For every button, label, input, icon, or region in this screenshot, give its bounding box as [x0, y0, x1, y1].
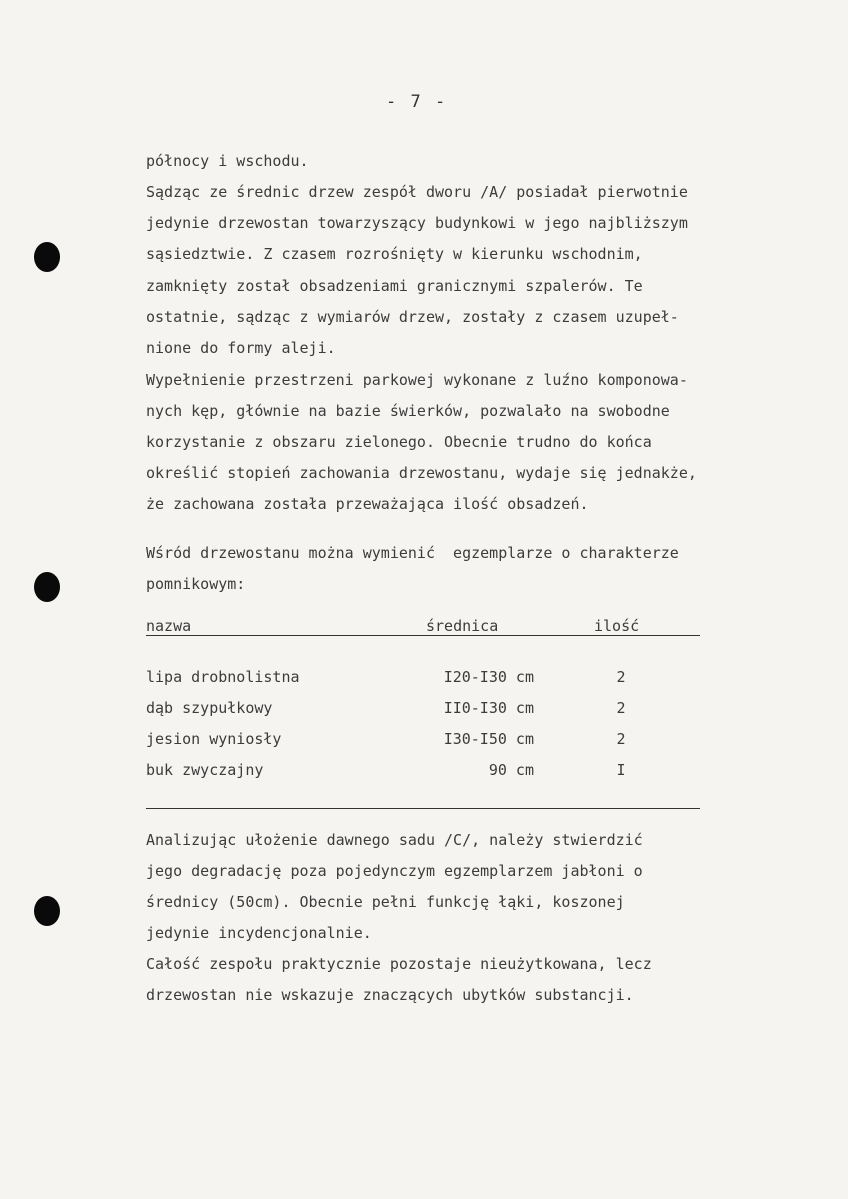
- paragraph-1-line: Wypełnienie przestrzeni parkowej wykonane z luźno komponowa-: [146, 371, 688, 389]
- punch-hole-bottom: [34, 896, 60, 926]
- paragraph-1-line: Sądząc ze średnic drzew zespół dworu /A/ posiadał pierwotnie: [146, 183, 688, 201]
- paragraph-3-line: Całość zespołu praktycznie pozostaje nieużytkowana, lecz: [146, 955, 652, 973]
- table-cell-diameter: I30-I50 cm: [443, 730, 534, 748]
- table-cell-count: I: [616, 761, 626, 779]
- punch-hole-middle: [34, 572, 60, 602]
- paragraph-1-line: nych kęp, głównie na bazie świerków, pozwalało na swobodne: [146, 402, 670, 420]
- table-header-name: nazwa: [146, 617, 192, 635]
- page-number: - 7 -: [386, 92, 448, 112]
- paragraph-1-line: nione do formy aleji.: [146, 339, 336, 357]
- paragraph-2-line: pomnikowym:: [146, 575, 246, 593]
- table-cell-name: lipa drobnolistna: [146, 668, 300, 686]
- table-bottom-rule: [146, 808, 700, 809]
- paragraph-1-line: że zachowana została przeważająca ilość obsadzeń.: [146, 495, 589, 513]
- table-cell-count: 2: [616, 668, 626, 686]
- paragraph-3-line: jedynie incydencjonalnie.: [146, 924, 372, 942]
- punch-hole-top: [34, 242, 60, 272]
- table-header-count: ilość: [594, 617, 640, 635]
- table-cell-diameter: 90 cm: [488, 761, 534, 779]
- paragraph-3-line: średnicy (50cm). Obecnie pełni funkcję łąki, koszonej: [146, 893, 625, 911]
- table-cell-name: dąb szypułkowy: [146, 699, 273, 717]
- paragraph-2-line: Wśród drzewostanu można wymienić egzemplarze o charakterze: [146, 544, 679, 562]
- table-cell-name: jesion wyniosły: [146, 730, 282, 748]
- table-header-underline: [146, 635, 700, 636]
- paragraph-3-line: jego degradację poza pojedynczym egzemplarzem jabłoni o: [146, 862, 643, 880]
- paragraph-1-line: określić stopień zachowania drzewostanu, wydaje się jednakże,: [146, 464, 697, 482]
- table-cell-diameter: I20-I30 cm: [443, 668, 534, 686]
- paragraph-3-line: drzewostan nie wskazuje znaczących ubytków substancji.: [146, 986, 634, 1004]
- table-cell-diameter: II0-I30 cm: [443, 699, 534, 717]
- paragraph-1-line: sąsiedztwie. Z czasem rozrośnięty w kierunku wschodnim,: [146, 245, 643, 263]
- paragraph-1-line: północy i wschodu.: [146, 152, 309, 170]
- table-cell-name: buk zwyczajny: [146, 761, 264, 779]
- paragraph-1-line: jedynie drzewostan towarzyszący budynkowi w jego najbliższym: [146, 214, 688, 232]
- table-cell-count: 2: [616, 699, 626, 717]
- paragraph-1-line: korzystanie z obszaru zielonego. Obecnie trudno do końca: [146, 433, 652, 451]
- table-header-diameter: średnica: [426, 617, 499, 635]
- table-cell-count: 2: [616, 730, 626, 748]
- paragraph-3-line: Analizując ułożenie dawnego sadu /C/, należy stwierdzić: [146, 831, 643, 849]
- paragraph-1-line: zamknięty został obsadzeniami granicznymi szpalerów. Te: [146, 277, 643, 295]
- paragraph-1-line: ostatnie, sądząc z wymiarów drzew, zostały z czasem uzupeł-: [146, 308, 679, 326]
